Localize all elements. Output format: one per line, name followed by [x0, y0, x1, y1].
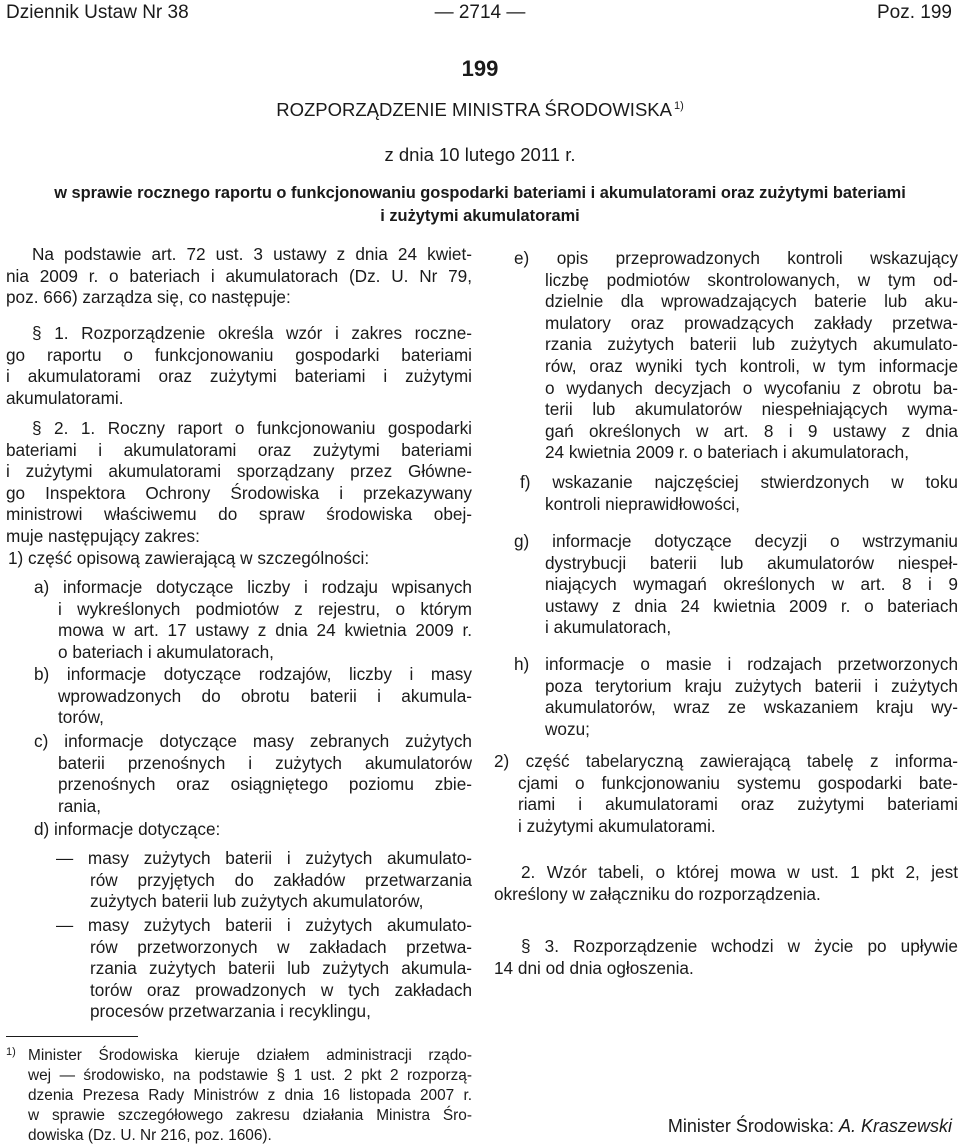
- act-name: ROZPORZĄDZENIE MINISTRA ŚRODOWISKA: [276, 99, 672, 120]
- text-line: zużytych baterii lub zużytych akumulatorów,: [90, 891, 424, 912]
- text-line: wej — środowisko, na podstawie § 1 ust. 2 pkt 2 rozporzą-: [28, 1067, 472, 1084]
- signature-name: A. Kraszewski: [838, 1116, 952, 1136]
- text-line: dzenia Prezesa Rady Ministrów z dnia 16 listopada 2007 r.: [28, 1087, 472, 1104]
- text-line: procesów przetwarzania i recyklingu,: [90, 1001, 371, 1022]
- text-line: niających wymagań określonych w art. 8 i 9: [545, 574, 958, 595]
- text-line: h) informacje o masie i rodzajach przetworzonych: [514, 654, 958, 674]
- text-line: — masy zużytych baterii i zużytych akumulato-: [56, 915, 472, 935]
- text-line: — masy zużytych baterii i zużytych akumulato-: [56, 848, 472, 868]
- text-line: kontroli nieprawidłowości,: [545, 493, 740, 514]
- footnote-mark: 1): [6, 1046, 16, 1058]
- act-subject-line-1: w sprawie rocznego raportu o funkcjonowaniu gospodarki bateriami i akumulatorami oraz zużytymi bateriami: [54, 184, 906, 202]
- position-number: Poz. 199: [877, 2, 952, 23]
- act-subject-line-2: i zużytymi akumulatorami: [380, 207, 580, 225]
- text-line: 1) część opisową zawierającą w szczególności:: [8, 548, 370, 568]
- text-line: i akumulatorami oraz zużytymi bateriami i zużytymi: [6, 366, 472, 387]
- signature-title: Minister Środowiska:: [667, 1116, 834, 1136]
- text-line: go raportu o funkcjonowaniu gospodarki bateriami: [6, 344, 472, 365]
- text-line: b) informacje dotyczące rodzajów, liczby i masy: [34, 664, 472, 684]
- text-line: wozu;: [545, 718, 590, 739]
- text-line: 24 kwietnia 2009 r. o bateriach i akumulatorach,: [545, 442, 910, 463]
- text-line: rów, oraz wyniki tych kontroli, w tym informacje: [545, 355, 958, 376]
- item-1b: [34, 664, 472, 729]
- item-1h: [514, 654, 958, 740]
- text-line: wprowadzonych do obrotu baterii i akumula-: [58, 685, 472, 706]
- item-1a: [34, 577, 472, 663]
- text-line: poz. 666) zarządza się, co następuje:: [6, 287, 291, 308]
- text-line: 2. Wzór tabeli, o której mowa w ust. 1 pkt 2, jest: [521, 862, 958, 882]
- text-line: c) informacje dotyczące masy zebranych zużytych: [34, 731, 472, 751]
- text-line: dzielnie dla wprowadzających baterie lub aku-: [545, 291, 958, 312]
- text-line: określony w załączniku do rozporządzenia.: [494, 883, 821, 904]
- text-line: i akumulatorach,: [545, 617, 672, 638]
- act-date: z dnia 10 lutego 2011 r.: [384, 144, 576, 165]
- text-line: akumulatorami.: [6, 387, 124, 408]
- text-line: muje następujący zakres:: [6, 525, 200, 546]
- text-line: i zużytymi akumulatorami.: [518, 815, 716, 836]
- text-line: torów oraz prowadzonych w tych zakładach: [90, 979, 472, 1000]
- text-line: dowiska (Dz. U. Nr 216, poz. 1606).: [28, 1127, 272, 1144]
- text-line: przenośnych oraz osiągniętego poziomu zbie-: [58, 774, 472, 795]
- act-title: [0, 99, 960, 121]
- text-line: Minister Środowiska kieruje działem administracji rządo-: [28, 1047, 472, 1064]
- text-line: a) informacje dotyczące liczby i rodzaju wpisanych: [34, 577, 472, 597]
- text-line: g) informacje dotyczące decyzji o wstrzymaniu: [514, 531, 958, 551]
- text-line: § 2. 1. Roczny raport o funkcjonowaniu gospodarki: [32, 418, 472, 438]
- paragraph-2-section-2: [494, 862, 958, 905]
- item-1c: [34, 731, 472, 817]
- footnote: [6, 1046, 472, 1146]
- text-line: rów przetworzonych w zakładach przetwa-: [90, 936, 472, 957]
- text-line: i wykreślonych podmiotów z rejestru, o którym: [58, 598, 472, 619]
- text-line: baterii przenośnych i zużytych akumulatorów: [58, 752, 472, 773]
- text-line: dystrybucji baterii lub akumulatorów niespeł-: [545, 552, 958, 573]
- text-line: ustawy z dnia 24 kwietnia 2009 r. o bateriach: [545, 595, 958, 616]
- text-line: § 1. Rozporządzenie określa wzór i zakres roczne-: [32, 323, 472, 343]
- item-1f: [520, 472, 958, 515]
- text-line: terii lub akumulatorów niespełniających wyma-: [545, 399, 958, 420]
- text-line: torów,: [58, 707, 104, 728]
- text-line: 2) część tabelaryczną zawierającą tabelę z informa-: [494, 751, 958, 771]
- text-line: ministrowi właściwemu do spraw środowiska obej-: [6, 504, 472, 525]
- text-line: rzania zużytych baterii lub zużytych akumula-: [90, 958, 472, 979]
- item-1d-dash-2: [56, 915, 472, 1023]
- item-1d-dash-1: [56, 848, 472, 913]
- text-line: riami i akumulatorami oraz zużytymi bateriami: [518, 794, 958, 815]
- text-line: gań określonych w art. 8 i 9 ustawy z dnia: [545, 420, 958, 441]
- text-line: cjami o funkcjonowaniu systemu gospodarki bate-: [518, 772, 958, 793]
- item-1d: [34, 819, 472, 841]
- text-line: Na podstawie art. 72 ust. 3 ustawy z dnia 24 kwiet-: [32, 244, 472, 264]
- item-1e: [514, 248, 958, 464]
- item-1g: [514, 531, 958, 639]
- paragraph-2: [6, 418, 472, 548]
- text-line: o wydanych decyzjach o wycofaniu z obrotu ba-: [545, 377, 958, 398]
- text-line: mowa w art. 17 ustawy z dnia 24 kwietnia 2009 r.: [58, 620, 472, 641]
- text-line: mulatory oraz prowadzących zakłady przetwa-: [545, 312, 958, 333]
- text-line: 14 dni od dnia ogłoszenia.: [494, 957, 694, 978]
- text-line: liczbę podmiotów skontrolowanych, w tym od-: [545, 269, 958, 290]
- text-line: rzania zużytych baterii lub zużytych akumulato-: [545, 334, 958, 355]
- text-line: i zużytymi akumulatorami sporządzany przez Główne-: [6, 461, 472, 482]
- paragraph-3: [494, 936, 958, 979]
- text-line: rania,: [58, 795, 101, 816]
- text-line: poza terytorium kraju zużytych baterii i zużytych: [545, 675, 958, 696]
- text-line: akumulatorów, wraz ze wskazaniem kraju wy-: [545, 697, 958, 718]
- paragraph-1: [6, 323, 472, 409]
- text-line: rów przyjętych do zakładów przetwarzania: [90, 869, 472, 890]
- footnote-reference: 1): [673, 99, 684, 112]
- text-line: nia 2009 r. o bateriach i akumulatorach (Dz. U. Nr 79,: [6, 265, 472, 286]
- text-line: go Inspektora Ochrony Środowiska i przekazywany: [6, 482, 472, 503]
- text-line: w sprawie szczegółowego zakresu działania Ministra Śro-: [28, 1107, 472, 1124]
- journal-title: Dziennik Ustaw Nr 38: [6, 2, 189, 23]
- text-line: f) wskazanie najczęściej stwierdzonych w toku: [520, 472, 958, 492]
- text-line: d) informacje dotyczące:: [34, 819, 221, 839]
- text-line: bateriami i akumulatorami oraz zużytymi bateriami: [6, 439, 472, 460]
- text-line: o bateriach i akumulatorach,: [58, 641, 274, 662]
- text-line: § 3. Rozporządzenie wchodzi w życie po upływie: [521, 936, 958, 956]
- text-line: e) opis przeprowadzonych kontroli wskazujący: [514, 248, 958, 268]
- item-2: [494, 751, 958, 837]
- preamble: [6, 244, 472, 309]
- act-number: 199: [461, 56, 499, 81]
- footnote-separator: [6, 1036, 138, 1037]
- signature: [668, 1116, 952, 1137]
- page-number: — 2714 —: [434, 2, 526, 23]
- item-1: [6, 548, 472, 570]
